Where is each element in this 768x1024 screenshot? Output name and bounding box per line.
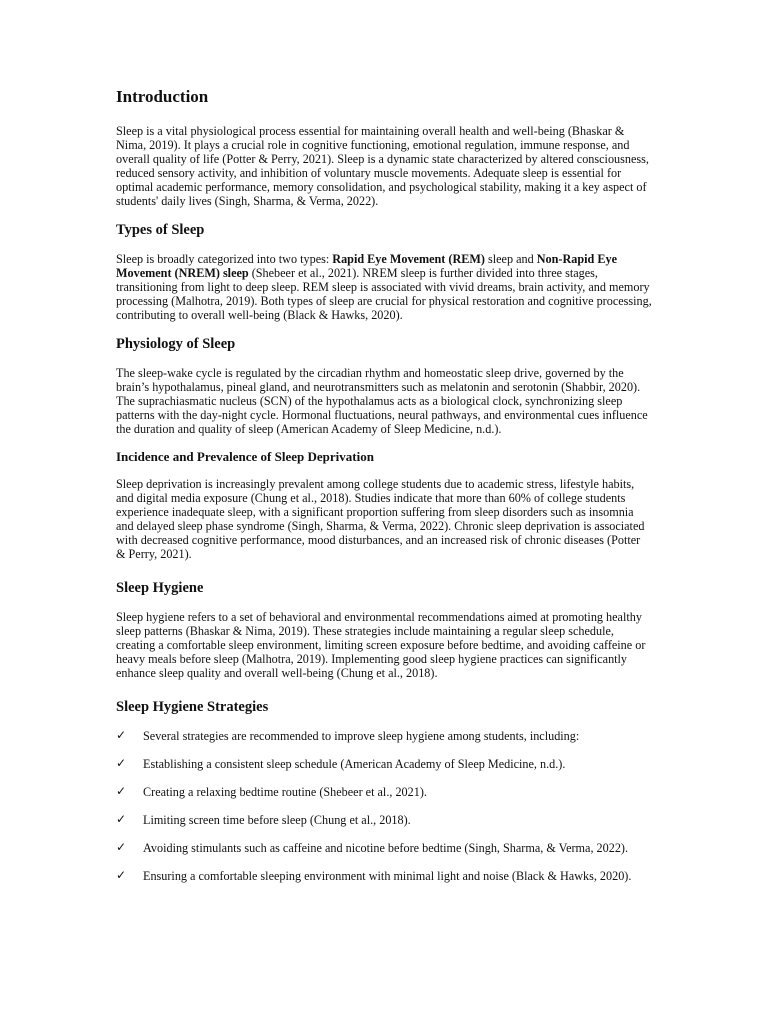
intro-paragraph: Sleep is a vital physiological process essential for maintaining overall health and well-being (Bhaskar & Nima, 2019). It plays a crucial role in cognitive functioning, emotional regulation, immune response, and overall quality of life (Potter & Perry, 2021). Sleep is a dynamic state characterized by altered consciousness, reduced sensory activity, and inhibition of voluntary muscle movements. Adequate sleep is essential for optimal academic performance, memory consolidation, and psychological stability, making it a key aspect of students' daily lives (Singh, Sharma, & Verma, 2022). bbox=[116, 124, 649, 208]
list-item bbox=[116, 869, 652, 883]
heading-sleep-hygiene: Sleep Hygiene bbox=[116, 580, 204, 596]
physiology-paragraph: The sleep-wake cycle is regulated by the circadian rhythm and homeostatic sleep drive, governed by the brain’s hypothalamus, pineal gland, and neurotransmitters such as melatonin and serotonin (Shabbir, 2020). The suprachiasmatic nucleus (SCN) of the hypothalamus acts as a biological clock, synchronizing sleep patterns with the day-night cycle. Hormonal fluctuations, neural pathways, and environmental cues influence the duration and quality of sleep (American Academy of Sleep Medicine, n.d.). bbox=[116, 366, 648, 436]
list-item-text: Several strategies are recommended to improve sleep hygiene among students, including: bbox=[143, 729, 580, 743]
hygiene-paragraph: Sleep hygiene refers to a set of behavioral and environmental recommendations aimed at promoting healthy sleep patterns (Bhaskar & Nima, 2019). These strategies include maintaining a regular sleep schedule, creating a comfortable sleep environment, limiting screen exposure before bedtime, and avoiding caffeine or heavy meals before sleep (Malhotra, 2019). Implementing good sleep hygiene practices can significantly enhance sleep quality and overall well-being (Chung et al., 2018). bbox=[116, 610, 646, 680]
heading-types-of-sleep: Types of Sleep bbox=[116, 222, 205, 238]
checkmark-icon: ✓ bbox=[116, 756, 127, 770]
heading-incidence-prevalence: Incidence and Prevalence of Sleep Deprivation bbox=[116, 449, 374, 464]
list-item bbox=[116, 841, 652, 855]
rem-term: Rapid Eye Movement (REM) bbox=[332, 252, 485, 266]
checkmark-icon: ✓ bbox=[116, 812, 127, 826]
checkmark-icon: ✓ bbox=[116, 728, 127, 742]
nrem-term: Non-Rapid Eye Movement (NREM) sleep bbox=[116, 252, 617, 280]
heading-introduction: Introduction bbox=[116, 87, 209, 106]
list-item-text: Ensuring a comfortable sleeping environment with minimal light and noise (Black & Hawks, 2020). bbox=[143, 869, 632, 883]
list-item-text: Limiting screen time before sleep (Chung et al., 2018). bbox=[143, 813, 411, 827]
list-item bbox=[116, 757, 652, 771]
heading-sleep-hygiene-strategies: Sleep Hygiene Strategies bbox=[116, 699, 269, 715]
list-item-text: Avoiding stimulants such as caffeine and nicotine before bedtime (Singh, Sharma, & Verma, 2022). bbox=[143, 841, 629, 855]
heading-physiology-of-sleep: Physiology of Sleep bbox=[116, 336, 236, 352]
list-item-text: Establishing a consistent sleep schedule (American Academy of Sleep Medicine, n.d.). bbox=[143, 757, 566, 771]
types-rest-text: (Shebeer et al., 2021). NREM sleep is further divided into three stages, transitioning from light to deep sleep. REM sleep is associated with vivid dreams, brain activity, and memory processing (Malhotra, 2019). Both types of sleep are crucial for physical restoration and cognitive processing, contributing to overall well-being (Black & Hawks, 2020). bbox=[116, 266, 652, 322]
document-body bbox=[116, 86, 652, 897]
types-paragraph bbox=[116, 252, 652, 322]
checkmark-icon: ✓ bbox=[116, 868, 127, 882]
list-item-text: Creating a relaxing bedtime routine (Shebeer et al., 2021). bbox=[143, 785, 427, 799]
checkmark-icon: ✓ bbox=[116, 840, 127, 854]
checkmark-icon: ✓ bbox=[116, 784, 127, 798]
strategies-list bbox=[116, 729, 652, 883]
list-item bbox=[116, 729, 652, 743]
types-lead-text: Sleep is broadly categorized into two types: bbox=[116, 252, 333, 266]
list-item bbox=[116, 785, 652, 799]
incidence-paragraph: Sleep deprivation is increasingly prevalent among college students due to academic stress, lifestyle habits, and digital media exposure (Chung et al., 2018). Studies indicate that more than 60% of college students experience inadequate sleep, with a significant proportion suffering from sleep disorders such as insomnia and delayed sleep phase syndrome (Singh, Sharma, & Verma, 2022). Chronic sleep deprivation is associated with decreased cognitive performance, mood disturbances, and an increased risk of chronic diseases (Potter & Perry, 2021). bbox=[116, 477, 645, 561]
list-item bbox=[116, 813, 652, 827]
types-mid-text: sleep and bbox=[484, 252, 537, 266]
